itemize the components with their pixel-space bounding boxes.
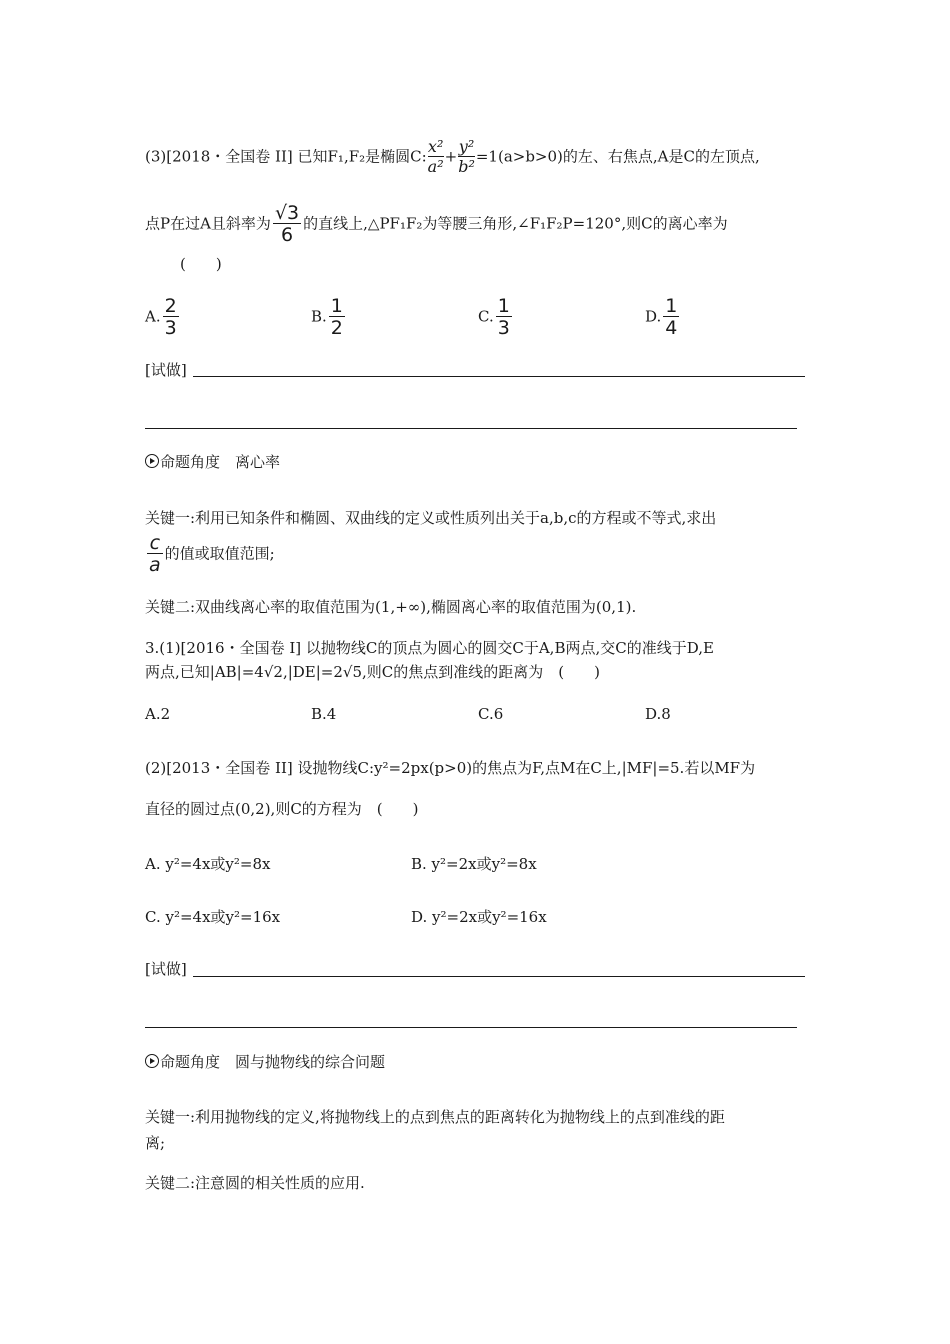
option-c[interactable] — [478, 296, 514, 339]
problem-3-2-line1: (2)[2013・全国卷 II] 设抛物线C:y²=2px(p>0)的焦点为F,点M在C上,|MF|=5.若以MF为 — [145, 759, 756, 777]
option-letter: B. — [311, 307, 327, 326]
try-label: [试做] — [145, 361, 187, 379]
fraction-x2-a2 — [428, 138, 444, 177]
option-d[interactable]: D. y²=2x或y²=16x — [411, 908, 547, 926]
option-d[interactable] — [645, 296, 681, 339]
fraction-numerator: 1 — [330, 295, 343, 317]
option-fraction — [663, 296, 679, 339]
fraction-numerator: y² — [458, 137, 475, 156]
fraction-denominator: 3 — [497, 317, 510, 339]
answer-line[interactable] — [145, 428, 797, 429]
option-a[interactable] — [145, 296, 181, 339]
option-b[interactable]: B.4 — [311, 705, 337, 723]
problem-3-line2 — [145, 203, 728, 246]
key1-text: 关键一:利用已知条件和椭圆、双曲线的定义或性质列出关于a,b,c的方程或不等式,求出 — [145, 509, 717, 527]
section-heading-circle-parabola — [145, 1052, 385, 1072]
fraction-numerator: 2 — [164, 295, 177, 317]
answer-line[interactable] — [193, 976, 805, 977]
option-a[interactable]: A. y²=4x或y²=8x — [145, 855, 271, 873]
problem-text: 点P在过A且斜率为 — [145, 214, 271, 233]
option-a[interactable]: A.2 — [145, 705, 171, 723]
problem-text: 的直线上,△PF₁F₂为等腰三角形,∠F₁F₂P=120°,则C的离心率为 — [303, 214, 728, 233]
heading-text: 命题角度 离心率 — [160, 453, 281, 471]
section-heading-eccentricity — [145, 452, 280, 472]
fraction-denominator: a² — [427, 157, 444, 176]
option-b[interactable] — [311, 296, 347, 339]
fraction-numerator: x² — [427, 137, 444, 156]
key1-suffix: 的值或取值范围; — [164, 544, 275, 563]
key1-text-cont: 离; — [145, 1134, 166, 1152]
heading-text: 命题角度 圆与抛物线的综合问题 — [160, 1053, 386, 1071]
answer-paren: ( ) — [180, 255, 222, 273]
option-fraction — [329, 296, 345, 339]
answer-line[interactable] — [193, 376, 805, 377]
problem-3-2-line2: 直径的圆过点(0,2),则C的方程为 ( ) — [145, 800, 419, 818]
fraction-numerator: √3 — [274, 202, 300, 224]
option-letter: C. — [478, 307, 494, 326]
try-label: [试做] — [145, 960, 187, 978]
key1-text: 关键一:利用抛物线的定义,将抛物线上的点到焦点的距离转化为抛物线上的点到准线的距 — [145, 1108, 725, 1126]
option-letter: D. — [645, 307, 662, 326]
option-c[interactable]: C.6 — [478, 705, 504, 723]
problem-3-1-line1: 3.(1)[2016・全国卷 I] 以抛物线C的顶点为圆心的圆交C于A,B两点,交C的准线于D,E — [145, 639, 714, 657]
key2-text: 关键二:注意圆的相关性质的应用. — [145, 1174, 365, 1192]
play-circle-icon — [145, 1054, 159, 1068]
fraction-numerator: c — [147, 533, 163, 554]
fraction-denominator: 6 — [280, 224, 294, 246]
option-d[interactable]: D.8 — [645, 705, 671, 723]
problem-text: 已知F₁,F₂是椭圆C: — [292, 147, 427, 166]
fraction-y2-b2 — [458, 138, 475, 177]
option-c[interactable]: C. y²=4x或y²=16x — [145, 908, 281, 926]
fraction-denominator: 2 — [330, 317, 343, 339]
option-fraction — [496, 296, 512, 339]
option-b[interactable]: B. y²=2x或y²=8x — [411, 855, 537, 873]
plus-sign: + — [444, 147, 458, 166]
fraction-slope — [273, 203, 301, 246]
problem-number: (3) — [145, 147, 167, 166]
key2-text: 关键二:双曲线离心率的取值范围为(1,+∞),椭圆离心率的取值范围为(0,1). — [145, 598, 637, 616]
fraction-denominator: b² — [458, 157, 475, 176]
play-circle-icon — [145, 454, 159, 468]
answer-line[interactable] — [145, 1027, 797, 1028]
problem-text: =1(a>b>0)的左、右焦点,A是C的左顶点, — [475, 147, 760, 166]
problem-3-line1 — [145, 138, 760, 177]
fraction-denominator: 4 — [665, 317, 678, 339]
fraction-numerator: 1 — [497, 295, 510, 317]
source-tag: [2018・全国卷 II] — [166, 147, 293, 166]
key1-text-cont — [145, 533, 275, 576]
fraction-c-a — [147, 533, 163, 576]
fraction-numerator: 1 — [665, 295, 678, 317]
problem-3-1-line2: 两点,已知|AB|=4√2,|DE|=2√5,则C的焦点到准线的距离为 ( ) — [145, 663, 600, 681]
fraction-denominator: 3 — [164, 317, 177, 339]
option-letter: A. — [145, 307, 161, 326]
fraction-denominator: a — [149, 554, 161, 576]
option-fraction — [163, 296, 179, 339]
